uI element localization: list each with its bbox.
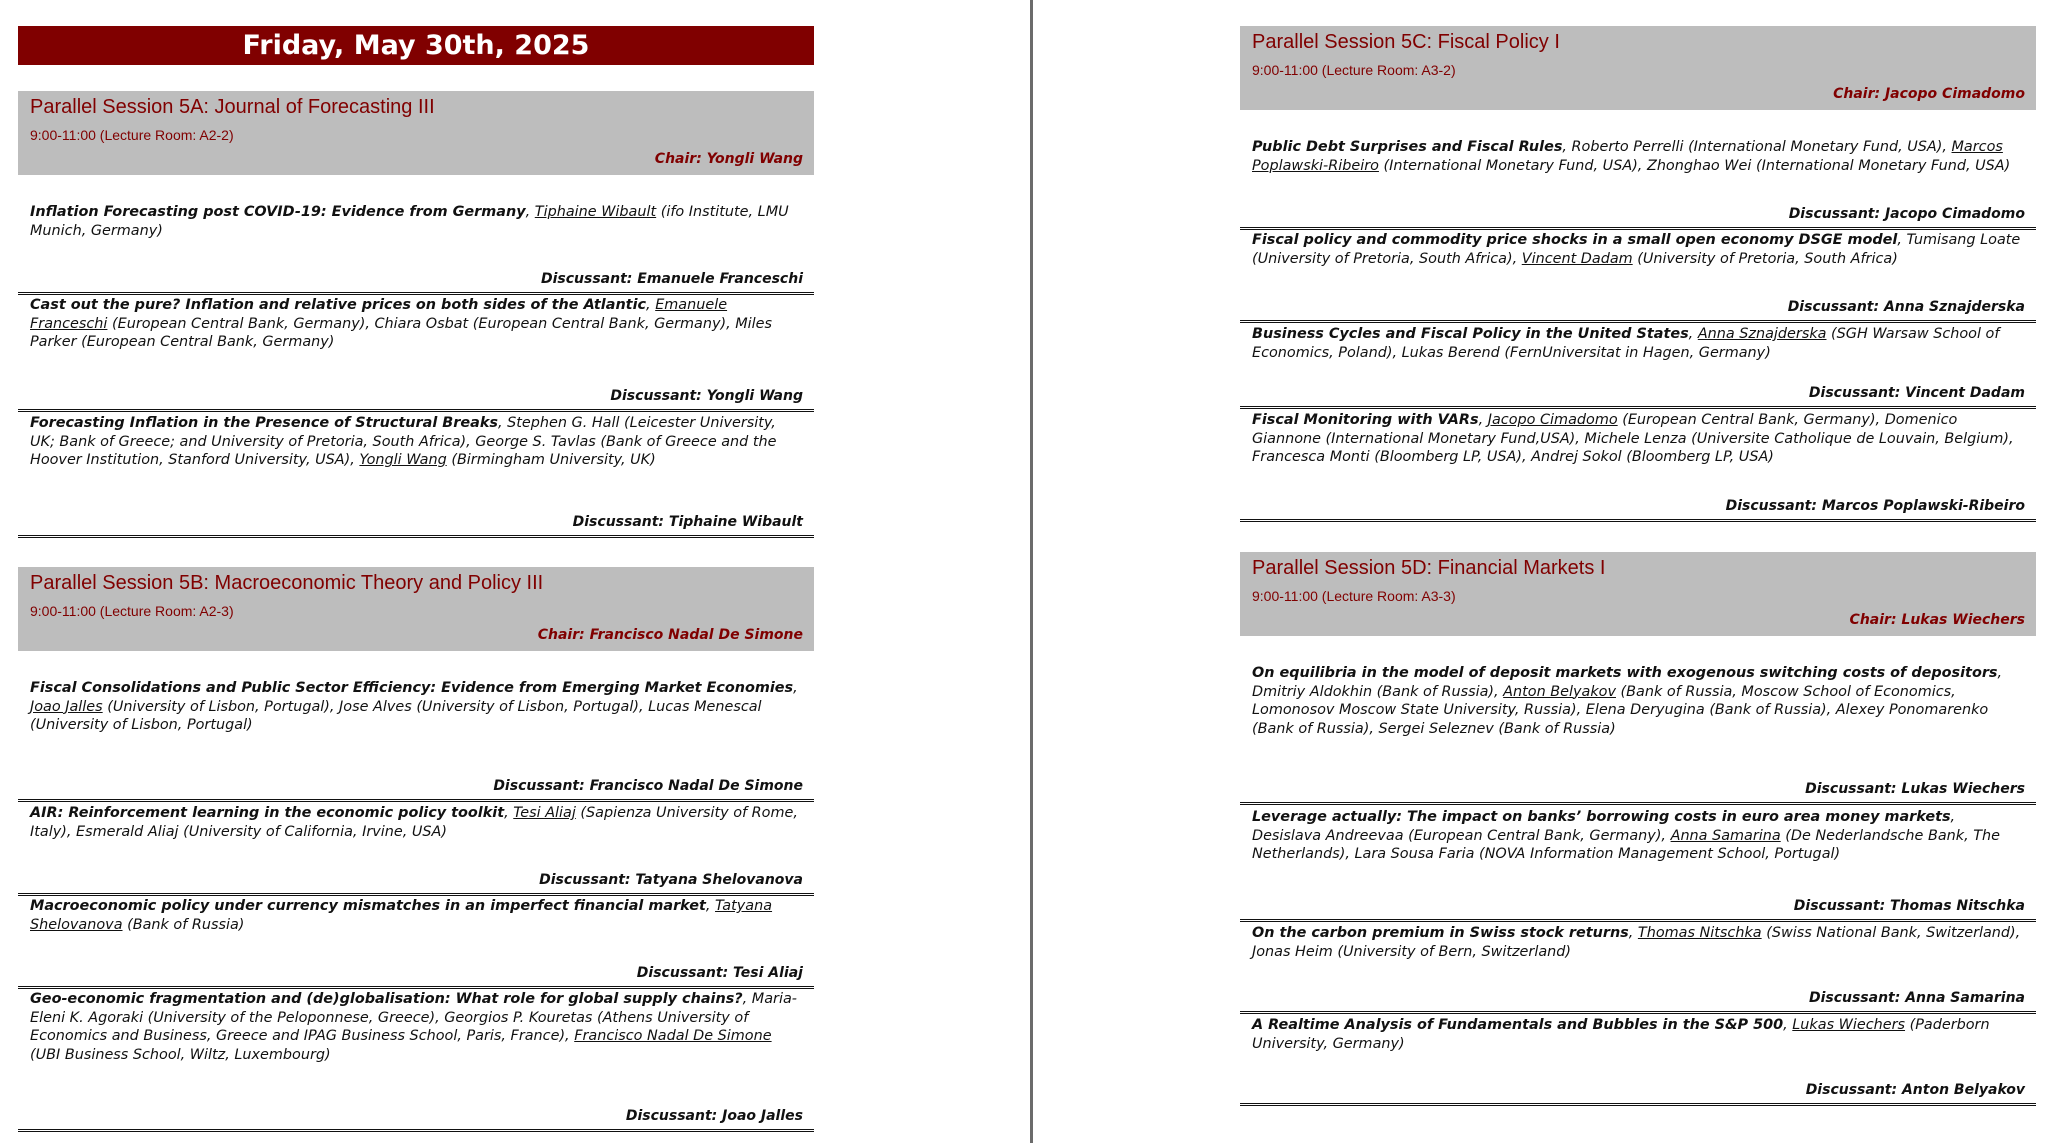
discussant: Discussant: Tiphaine Wibault: [572, 514, 803, 530]
double-rule: [18, 292, 814, 295]
double-rule: [18, 1129, 814, 1132]
paper-affiliation: (Bank of Russia, Moscow School of Economics, Lomonosov Moscow State University, Russia), Elena Deryugina (Bank of Russia), Alexey Ponomarenko (Bank of Russia), Sergei Seleznev (Bank of Russia): [1252, 683, 1989, 737]
discussant: Discussant: Joao Jalles: [625, 1108, 803, 1124]
paper-authors: , Maria-Eleni K. Agoraki (University of the Peloponnese, Greece), Georgios P. Kouretas (Athens University of Economics and Business, Greece and IPAG Business School, Paris, France),: [30, 991, 797, 1044]
paper-affiliation: (De Nederlandsche Bank, The Netherlands), Lara Sousa Faria (NOVA Information Management School, Portugal): [1252, 827, 2001, 862]
session-title: Parallel Session 5B: Macroeconomic Theory and Policy III: [30, 572, 544, 594]
double-rule: [1240, 227, 2036, 230]
session-chair: Chair: Jacopo Cimadomo: [1833, 86, 2025, 102]
double-rule: [1240, 519, 2036, 522]
paper-authors: ,: [705, 898, 716, 914]
presenter-name: Thomas Nitschka: [1637, 925, 1762, 941]
paper-authors: , Desislava Andreevaa (European Central Bank, Germany),: [1252, 809, 1956, 844]
paper-entry: [1240, 1016, 2036, 1106]
paper-text: [1252, 924, 2026, 961]
paper-title: Business Cycles and Fiscal Policy in the United States: [1252, 326, 1689, 342]
discussant: Discussant: Vincent Dadam: [1808, 385, 2025, 401]
presenter-name: Joao Jalles: [30, 698, 103, 715]
discussant: Discussant: Anna Samarina: [1808, 990, 2025, 1006]
paper-entry: [1240, 325, 2036, 409]
program-page-left: [0, 0, 1030, 1143]
paper-text: [1252, 664, 2026, 738]
paper-entry: [18, 679, 814, 802]
double-rule: [1240, 320, 2036, 323]
paper-text: [1252, 808, 2026, 864]
paper-authors: ,: [1783, 1017, 1793, 1033]
paper-text: [30, 203, 804, 240]
paper-entry: [18, 990, 814, 1132]
discussant: Discussant: Francisco Nadal De Simone: [493, 778, 803, 794]
discussant: Discussant: Anton Belyakov: [1805, 1082, 2025, 1098]
paper-entry: [1240, 231, 2036, 323]
paper-authors: ,: [793, 680, 798, 696]
session-header-5a: [18, 91, 814, 175]
paper-affiliation: (Birmingham University, UK): [446, 452, 656, 468]
presenter-name: Anton Belyakov: [1503, 683, 1616, 700]
double-rule: [1240, 1011, 2036, 1014]
paper-title: Forecasting Inflation in the Presence of Structural Breaks: [30, 415, 498, 431]
double-rule: [1240, 1103, 2036, 1106]
double-rule: [18, 409, 814, 412]
session-time: 9:00-11:00 (Lecture Room: A2-3): [30, 603, 234, 619]
paper-text: [30, 897, 804, 934]
paper-affiliation: (SGH Warsaw School of Economics, Poland), Lukas Berend (FernUniversitat in Hagen, Germany): [1252, 326, 2000, 361]
double-rule: [18, 893, 814, 896]
presenter-name: Francisco Nadal De Simone: [574, 1028, 772, 1044]
paper-entry: [18, 897, 814, 989]
paper-entry: [1240, 664, 2036, 805]
paper-text: [30, 679, 804, 735]
paper-entry: [18, 296, 814, 412]
discussant: Discussant: Yongli Wang: [610, 388, 803, 404]
paper-text: [1252, 411, 2026, 467]
paper-affiliation: (Paderborn University, Germany): [1252, 1017, 1990, 1052]
paper-entry: [1240, 138, 2036, 230]
paper-affiliation: (Bank of Russia): [122, 916, 245, 933]
paper-title: Fiscal Consolidations and Public Sector Efficiency: Evidence from Emerging Market Economies: [30, 680, 794, 696]
paper-affiliation: (International Monetary Fund, USA), Zhonghao Wei (International Monetary Fund, USA): [1378, 157, 2011, 174]
paper-authors: , Tumisang Loate (University of Pretoria, South Africa),: [1252, 232, 2021, 267]
paper-text: [1252, 138, 2026, 175]
paper-entry: [18, 414, 814, 538]
paper-title: Fiscal policy and commodity price shocks in a small open economy DSGE model: [1252, 232, 1898, 248]
paper-entry: [18, 203, 814, 295]
paper-authors: ,: [1688, 326, 1698, 342]
day-title: Friday, May 30th, 2025: [18, 26, 814, 65]
discussant: Discussant: Emanuele Franceschi: [541, 271, 803, 287]
discussant: Discussant: Tatyana Shelovanova: [539, 872, 803, 888]
session-chair: Chair: Yongli Wang: [654, 151, 803, 167]
paper-authors: ,: [646, 297, 656, 313]
paper-authors: ,: [504, 805, 514, 821]
double-rule: [1240, 802, 2036, 805]
paper-affiliation: (University of Pretoria, South Africa): [1632, 250, 1898, 267]
session-time: 9:00-11:00 (Lecture Room: A3-2): [1252, 62, 1456, 78]
discussant: Discussant: Thomas Nitschka: [1793, 898, 2025, 914]
paper-entry: [18, 804, 814, 896]
discussant: Discussant: Tesi Aliaj: [636, 965, 803, 981]
paper-text: [30, 804, 804, 841]
presenter-name: Tesi Aliaj: [513, 805, 576, 821]
paper-title: Macroeconomic policy under currency mismatches in an imperfect financial market: [30, 898, 706, 914]
paper-authors: , Roberto Perrelli (International Monetary Fund, USA),: [1562, 139, 1952, 155]
paper-text: [30, 990, 804, 1064]
paper-entry: [1240, 808, 2036, 922]
session-title: Parallel Session 5A: Journal of Forecasting III: [30, 96, 435, 118]
session-title: Parallel Session 5C: Fiscal Policy I: [1252, 31, 1560, 53]
session-header-5b: [18, 567, 814, 651]
presenter-name: Vincent Dadam: [1521, 250, 1633, 267]
paper-affiliation: (UBI Business School, Wiltz, Luxembourg): [30, 1046, 331, 1063]
paper-title: Geo-economic fragmentation and (de)globalisation: What role for global supply chains?: [30, 991, 743, 1007]
session-time: 9:00-11:00 (Lecture Room: A2-2): [30, 127, 234, 143]
paper-text: [1252, 325, 2026, 362]
session-chair: Chair: Lukas Wiechers: [1849, 612, 2025, 628]
paper-authors: ,: [1628, 925, 1638, 941]
double-rule: [1240, 919, 2036, 922]
session-time: 9:00-11:00 (Lecture Room: A3-3): [1252, 588, 1456, 604]
paper-title: On equilibria in the model of deposit markets with exogenous switching costs of depositors: [1252, 665, 1998, 681]
presenter-name: Anna Sznajderska: [1697, 326, 1827, 342]
session-header-5d: [1240, 552, 2036, 636]
discussant: Discussant: Lukas Wiechers: [1805, 781, 2025, 797]
paper-entry: [1240, 411, 2036, 522]
double-rule: [18, 535, 814, 538]
paper-title: A Realtime Analysis of Fundamentals and Bubbles in the S&P 500: [1252, 1017, 1784, 1033]
paper-title: Leverage actually: The impact on banks’ borrowing costs in euro area money markets: [1252, 809, 1951, 825]
paper-affiliation: (European Central Bank, Germany), Domenico Giannone (International Monetary Fund,USA), Michele Lenza (Universite Catholique de Louvain, Belgium), Francesca Monti (Bloomberg LP, USA), Andrej Sokol (Bloomberg LP, USA): [1252, 412, 2014, 465]
presenter-name: Tiphaine Wibault: [534, 204, 657, 220]
paper-authors: , Stephen G. Hall (Leicester University, UK; Bank of Greece; and University of Pretoria, South Africa), George S. Tavlas (Bank of Greece and the Hoover Institution, Stanford University, USA),: [30, 415, 777, 468]
paper-title: On the carbon premium in Swiss stock returns: [1252, 925, 1629, 941]
paper-text: [1252, 1016, 2026, 1053]
paper-affiliation: (European Central Bank, Germany), Chiara Osbat (European Central Bank, Germany), Miles Parker (European Central Bank, Germany): [30, 315, 773, 350]
presenter-name: Jacopo Cimadomo: [1487, 412, 1618, 428]
paper-text: [30, 414, 804, 470]
presenter-name: Marcos Poplawski-Ribeiro: [1252, 139, 2003, 174]
paper-authors: , Dmitriy Aldokhin (Bank of Russia),: [1252, 665, 2003, 700]
double-rule: [18, 799, 814, 802]
session-header-5c: [1240, 26, 2036, 110]
discussant: Discussant: Anna Sznajderska: [1787, 299, 2025, 315]
double-rule: [18, 986, 814, 989]
paper-authors: ,: [1478, 412, 1488, 428]
discussant: Discussant: Jacopo Cimadomo: [1788, 206, 2025, 222]
paper-text: [30, 296, 804, 352]
paper-affiliation: (University of Lisbon, Portugal), Jose Alves (University of Lisbon, Portugal), Lucas Menescal (University of Lisbon, Portugal): [30, 698, 762, 733]
presenter-name: Anna Samarina: [1670, 827, 1781, 844]
paper-affiliation: (Swiss National Bank, Switzerland), Jonas Heim (University of Bern, Switzerland): [1252, 925, 2021, 960]
paper-title: Cast out the pure? Inflation and relative prices on both sides of the Atlantic: [30, 297, 647, 313]
presenter-name: Emanuele Franceschi: [30, 297, 728, 332]
paper-title: AIR: Reinforcement learning in the economic policy toolkit: [30, 805, 505, 821]
discussant: Discussant: Marcos Poplawski-Ribeiro: [1725, 498, 2025, 514]
paper-entry: [1240, 924, 2036, 1014]
program-page-right: [1033, 0, 2063, 1143]
session-chair: Chair: Francisco Nadal De Simone: [537, 627, 803, 643]
paper-authors: ,: [525, 204, 535, 220]
double-rule: [1240, 406, 2036, 409]
session-title: Parallel Session 5D: Financial Markets I: [1252, 557, 1606, 579]
paper-title: Fiscal Monitoring with VARs: [1252, 412, 1479, 428]
paper-title: Public Debt Surprises and Fiscal Rules: [1252, 139, 1563, 155]
paper-title: Inflation Forecasting post COVID-19: Evidence from Germany: [30, 204, 526, 220]
presenter-name: Lukas Wiechers: [1792, 1017, 1906, 1033]
presenter-name: Tatyana Shelovanova: [30, 898, 773, 933]
paper-text: [1252, 231, 2026, 268]
paper-affiliation: (Sapienza University of Rome, Italy), Esmerald Aliaj (University of California, Irvine, USA): [30, 805, 798, 840]
presenter-name: Yongli Wang: [359, 452, 447, 468]
paper-affiliation: (ifo Institute, LMU Munich, Germany): [30, 204, 789, 239]
